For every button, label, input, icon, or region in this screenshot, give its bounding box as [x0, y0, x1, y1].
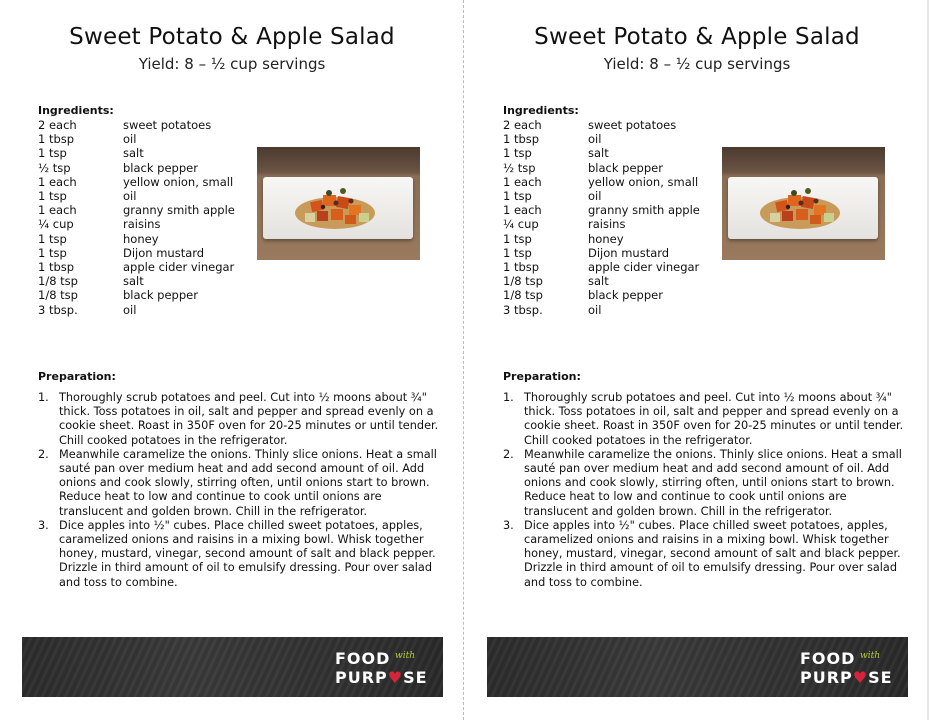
ingredients-list [503, 118, 700, 317]
ingredient-row [38, 260, 235, 274]
salad-photo [722, 147, 885, 260]
ingredient-row [38, 303, 235, 317]
footer-banner [22, 637, 443, 697]
ingredient-quantity: 1 tsp [38, 231, 67, 246]
ingredient-row [38, 118, 235, 132]
ingredient-row [503, 246, 700, 260]
ingredient-row [38, 189, 235, 203]
preparation-heading: Preparation: [38, 370, 116, 383]
ingredient-quantity: 3 tbsp. [38, 302, 78, 317]
ingredients-heading: Ingredients: [503, 104, 579, 117]
ingredient-item: sweet potatoes [588, 118, 677, 132]
ingredient-row [503, 161, 700, 175]
step-number: 1. [38, 391, 49, 404]
ingredient-item: oil [123, 132, 137, 147]
salad-photo [257, 147, 420, 260]
ingredient-quantity: 1 tbsp [38, 132, 75, 147]
ingredient-row [503, 203, 700, 217]
logo-with-text: with [395, 651, 415, 661]
ingredient-item: oil [123, 189, 137, 204]
preparation-steps [38, 391, 448, 590]
ingredient-item: sweet potatoes [123, 118, 212, 132]
ingredient-item: oil [588, 132, 602, 147]
plate-image [728, 177, 878, 239]
ingredient-quantity: 1 each [38, 203, 77, 218]
preparation-step [503, 391, 913, 448]
ingredients-heading: Ingredients: [38, 104, 114, 117]
recipe-yield: Yield: 8 – ½ cup servings [138, 55, 326, 73]
ingredient-item: honey [588, 231, 624, 246]
preparation-step [38, 519, 448, 590]
ingredient-item: salt [123, 146, 144, 161]
recipe-title: Sweet Potato & Apple Salad [534, 24, 860, 50]
logo-purpose-text: PURP♥SE [335, 668, 428, 687]
ingredient-row [38, 132, 235, 146]
ingredient-item: raisins [123, 217, 161, 232]
preparation-heading: Preparation: [503, 370, 581, 383]
ingredient-row [38, 161, 235, 175]
ingredient-item: salt [588, 146, 609, 161]
ingredient-quantity: 1 tbsp [503, 260, 540, 275]
food-with-purpose-logo [800, 649, 892, 687]
step-number: 2. [503, 447, 514, 461]
ingredient-quantity: 1 tsp [38, 189, 67, 204]
step-text: Dice apples into ½" cubes. Place chilled sweet potatoes, apples, caramelized onions and raisins in a mixing bowl. Whisk together honey, mustard, vinegar, second amount of salt and black pepper. Drizzle in third amount of oil to emulsify dressing. Pour over salad and toss to combine. [59, 518, 436, 589]
logo-with-text: with [860, 651, 880, 661]
ingredient-item: raisins [588, 217, 626, 232]
cut-line-divider [463, 0, 464, 720]
ingredient-item: black pepper [123, 160, 198, 175]
ingredient-row [503, 288, 700, 302]
ingredient-row [503, 118, 700, 132]
ingredient-row [38, 288, 235, 302]
ingredient-item: oil [123, 302, 137, 317]
ingredient-quantity: 1 tsp [38, 245, 67, 260]
ingredient-item: black pepper [123, 288, 198, 303]
heart-icon: ♥ [387, 668, 404, 687]
step-text: Thoroughly scrub potatoes and peel. Cut into ½ moons about ¾" thick. Toss potatoes in oil, salt and pepper and spread evenly on a cookie sheet. Roast in 350F oven for 20-25 minutes or until tender. Chill cooked potatoes in the refrigerator. [59, 391, 439, 447]
ingredient-quantity: ½ tsp [38, 160, 71, 175]
footer-banner [487, 637, 908, 697]
ingredient-quantity: 1 tsp [38, 146, 67, 161]
ingredient-item: apple cider vinegar [123, 260, 235, 275]
ingredient-item: yellow onion, small [588, 174, 699, 189]
step-text: Dice apples into ½" cubes. Place chilled sweet potatoes, apples, caramelized onions and raisins in a mixing bowl. Whisk together honey, mustard, vinegar, second amount of salt and black pepper. Drizzle in third amount of oil to emulsify dressing. Pour over salad and toss to combine. [524, 518, 901, 589]
food-with-purpose-logo [335, 649, 427, 687]
ingredient-row [38, 175, 235, 189]
ingredient-quantity: ¼ cup [503, 217, 539, 232]
ingredient-item: apple cider vinegar [588, 260, 700, 275]
step-number: 1. [503, 391, 514, 404]
logo-purpose-text: PURP♥SE [800, 668, 893, 687]
ingredient-quantity: 1 each [38, 174, 77, 189]
step-number: 3. [503, 518, 514, 532]
ingredient-row [503, 175, 700, 189]
recipe-card-right [465, 0, 929, 720]
ingredient-quantity: 1/8 tsp [38, 274, 78, 289]
ingredient-item: black pepper [588, 160, 663, 175]
ingredient-quantity: 1 tsp [503, 231, 532, 246]
ingredient-item: Dijon mustard [588, 245, 670, 260]
ingredient-quantity: 1 tbsp [38, 260, 75, 275]
ingredient-item: Dijon mustard [123, 245, 205, 260]
step-number: 2. [38, 447, 49, 461]
ingredient-item: salt [588, 274, 609, 289]
step-number: 3. [38, 518, 49, 532]
ingredient-row [503, 217, 700, 231]
heart-icon: ♥ [852, 668, 869, 687]
ingredient-item: granny smith apple [588, 203, 700, 218]
ingredient-quantity: 1 tsp [503, 189, 532, 204]
ingredient-quantity: ½ tsp [503, 160, 536, 175]
step-text: Thoroughly scrub potatoes and peel. Cut into ½ moons about ¾" thick. Toss potatoes in oil, salt and pepper and spread evenly on a cookie sheet. Roast in 350F oven for 20-25 minutes or until tender. Chill cooked potatoes in the refrigerator. [524, 391, 904, 447]
recipe-card-left [0, 0, 464, 720]
ingredient-quantity: 1 tsp [503, 146, 532, 161]
ingredient-row [38, 217, 235, 231]
ingredient-item: black pepper [588, 288, 663, 303]
ingredient-row [38, 146, 235, 160]
salad-illustration [263, 177, 413, 239]
ingredient-quantity: 1 each [503, 203, 542, 218]
ingredient-quantity: 1 each [503, 174, 542, 189]
ingredient-quantity: 1/8 tsp [503, 288, 543, 303]
ingredient-item: oil [588, 302, 602, 317]
ingredient-row [38, 203, 235, 217]
ingredient-row [38, 232, 235, 246]
ingredient-item: granny smith apple [123, 203, 235, 218]
ingredient-item: oil [588, 189, 602, 204]
step-text: Meanwhile caramelize the onions. Thinly slice onions. Heat a small sauté pan over medium heat and add second amount of oil. Add onions and cook slowly, stirring often, until onions start to brown. Reduce heat to low and continue to cook until onions are translucent and golden brown. Chill in the refrigerator. [59, 447, 437, 518]
ingredient-row [503, 146, 700, 160]
ingredient-quantity: 2 each [503, 118, 542, 132]
ingredient-row [503, 303, 700, 317]
ingredient-row [503, 189, 700, 203]
ingredient-row [503, 274, 700, 288]
preparation-step [503, 519, 913, 590]
preparation-step [503, 448, 913, 519]
step-text: Meanwhile caramelize the onions. Thinly slice onions. Heat a small sauté pan over medium heat and add second amount of oil. Add onions and cook slowly, stirring often, until onions start to brown. Reduce heat to low and continue to cook until onions are translucent and golden brown. Chill in the refrigerator. [524, 447, 902, 518]
ingredient-row [38, 274, 235, 288]
logo-food-text: FOOD [335, 649, 391, 668]
ingredient-item: honey [123, 231, 159, 246]
ingredient-row [38, 246, 235, 260]
ingredient-item: salt [123, 274, 144, 289]
ingredient-quantity: 1/8 tsp [503, 274, 543, 289]
ingredient-quantity: 1/8 tsp [38, 288, 78, 303]
recipe-title: Sweet Potato & Apple Salad [69, 24, 395, 50]
salad-illustration [728, 177, 878, 239]
ingredient-quantity: 2 each [38, 118, 77, 132]
ingredient-quantity: ¼ cup [38, 217, 74, 232]
ingredient-row [503, 232, 700, 246]
recipe-yield: Yield: 8 – ½ cup servings [603, 55, 791, 73]
ingredient-quantity: 1 tbsp [503, 132, 540, 147]
ingredient-row [503, 260, 700, 274]
preparation-step [38, 391, 448, 448]
ingredient-quantity: 1 tsp [503, 245, 532, 260]
preparation-step [38, 448, 448, 519]
plate-image [263, 177, 413, 239]
preparation-steps [503, 391, 913, 590]
ingredients-list [38, 118, 235, 317]
ingredient-quantity: 3 tbsp. [503, 302, 543, 317]
logo-food-text: FOOD [800, 649, 856, 668]
ingredient-row [503, 132, 700, 146]
ingredient-item: yellow onion, small [123, 174, 234, 189]
